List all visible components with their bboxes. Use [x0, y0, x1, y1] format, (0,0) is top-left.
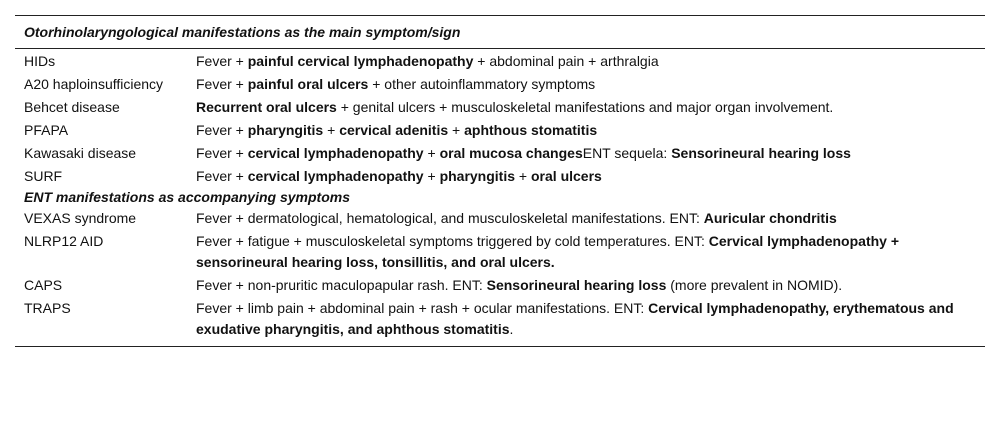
- condition-cell: A20 haploinsufficiency: [24, 76, 164, 92]
- description-cell: [196, 74, 985, 95]
- description-text: Fever +: [196, 76, 248, 92]
- condition-cell: SURF: [24, 168, 63, 184]
- description-text: Fever + non-pruritic maculopapular rash. ENT:: [196, 277, 487, 293]
- section-header-accompanying: ENT manifestations as accompanying symptoms: [24, 189, 350, 205]
- description-text: Fever + limb pain + abdominal pain + rash + ocular manifestations. ENT:: [196, 300, 649, 316]
- description-text: +: [323, 122, 340, 138]
- table-row: [15, 143, 985, 164]
- emphasized-text: Sensorineural hearing loss: [671, 145, 851, 161]
- condition-cell: Behcet disease: [24, 99, 120, 115]
- condition-cell: CAPS: [24, 277, 63, 293]
- emphasized-text: Sensorineural hearing loss: [486, 277, 667, 293]
- description-cell: [196, 275, 985, 296]
- description-text: ENT sequela:: [582, 145, 672, 161]
- section-rows-main-symptom: [15, 49, 985, 187]
- table-row: [15, 275, 985, 296]
- description-cell: [196, 298, 985, 340]
- table-row: [15, 231, 985, 273]
- emphasized-text: pharyngitis: [439, 168, 516, 184]
- description-text: Fever +: [196, 53, 248, 69]
- description-cell: [196, 51, 985, 72]
- description-text: +: [423, 168, 440, 184]
- description-text: Fever + dermatological, hematological, and musculoskeletal manifestations. ENT:: [196, 210, 704, 226]
- emphasized-text: cervical adenitis: [339, 122, 449, 138]
- description-cell: [196, 97, 985, 118]
- description-cell: [196, 166, 985, 187]
- emphasized-text: cervical lymphadenopathy: [247, 168, 424, 184]
- manifestations-table: [15, 15, 985, 347]
- table-row: [15, 120, 985, 141]
- emphasized-text: oral ulcers: [531, 168, 602, 184]
- table-row: [15, 97, 985, 118]
- emphasized-text: oral mucosa changes: [439, 145, 583, 161]
- description-text: Fever + fatigue + musculoskeletal symptoms triggered by cold temperatures. ENT:: [196, 233, 709, 249]
- description-cell: [196, 231, 985, 273]
- emphasized-text: Recurrent oral ulcers: [196, 99, 337, 115]
- condition-cell: TRAPS: [24, 300, 71, 316]
- condition-cell: Kawasaki disease: [24, 145, 137, 161]
- table-row: [15, 74, 985, 95]
- description-text: +: [515, 168, 531, 184]
- description-cell: [196, 120, 985, 141]
- emphasized-text: aphthous stomatitis: [464, 122, 598, 138]
- emphasized-text: Cervical lymphadenopathy + sensorineural hearing loss, tonsillitis, and oral ulcers.: [196, 233, 900, 270]
- description-cell: [196, 208, 985, 229]
- emphasized-text: Cervical lymphadenopathy, erythematous and exudative pharyngitis, and aphthous stomatitis: [196, 300, 954, 337]
- emphasized-text: pharyngitis: [247, 122, 324, 138]
- description-text: (more prevalent in NOMID).: [666, 277, 843, 293]
- section-header-main-symptom: Otorhinolaryngological manifestations as the main symptom/sign: [15, 16, 985, 49]
- emphasized-text: Auricular chondritis: [703, 210, 837, 226]
- table-row: [15, 208, 985, 229]
- condition-cell: NLRP12 AID: [24, 233, 104, 249]
- condition-cell: HIDs: [24, 53, 56, 69]
- description-text: + other autoinflammatory symptoms: [368, 76, 596, 92]
- emphasized-text: painful cervical lymphadenopathy: [247, 53, 474, 69]
- section-rows-accompanying: [15, 208, 985, 340]
- description-text: Fever +: [196, 168, 248, 184]
- emphasized-text: painful oral ulcers: [247, 76, 369, 92]
- table-row: [15, 298, 985, 340]
- description-text: + abdominal pain + arthralgia: [473, 53, 659, 69]
- description-text: + genital ulcers + musculoskeletal manifestations and major organ involvement.: [336, 99, 834, 115]
- description-text: +: [448, 122, 465, 138]
- table-row: [15, 166, 985, 187]
- description-text: Fever +: [196, 145, 248, 161]
- description-cell: [196, 143, 985, 164]
- condition-cell: PFAPA: [24, 122, 69, 138]
- description-text: Fever +: [196, 122, 248, 138]
- table-bottom-rule: [15, 346, 985, 347]
- condition-cell: VEXAS syndrome: [24, 210, 137, 226]
- emphasized-text: cervical lymphadenopathy: [247, 145, 424, 161]
- table-row: [15, 51, 985, 72]
- description-text: +: [423, 145, 440, 161]
- description-text: .: [509, 321, 514, 337]
